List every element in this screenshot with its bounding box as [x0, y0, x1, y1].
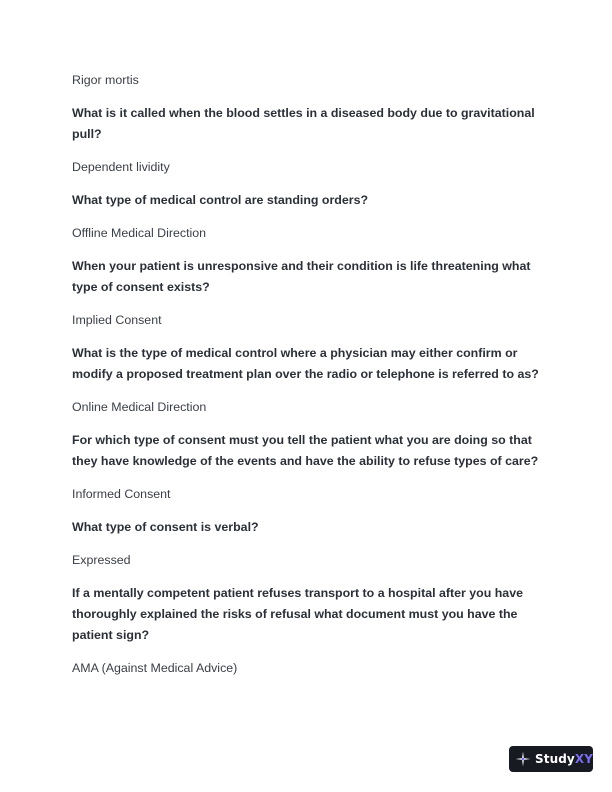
- logo-wordmark: [535, 752, 593, 766]
- logo-text-main: Study: [535, 752, 575, 766]
- question-text: What type of consent is verbal?: [72, 520, 259, 534]
- answer-text: Implied Consent: [72, 313, 162, 327]
- answer-text: Online Medical Direction: [72, 400, 207, 414]
- answer-text: Expressed: [72, 553, 131, 567]
- question-text: When your patient is unresponsive and their condition is life threatening what type of consent exists?: [72, 259, 531, 294]
- answer-text: Rigor mortis: [72, 73, 139, 87]
- question-text: If a mentally competent patient refuses transport to a hospital after you have thoroughly explained the risks of refusal what document must you have the patient sign?: [72, 586, 523, 642]
- answer-text: Offline Medical Direction: [72, 226, 207, 240]
- logo-text-accent: XY: [574, 752, 593, 766]
- answer-text: AMA (Against Medical Advice): [72, 661, 238, 675]
- answer-text: Dependent lividity: [72, 160, 170, 174]
- plus-sparkle-icon: [515, 751, 531, 767]
- question-text: For which type of consent must you tell the patient what you are doing so that they have knowledge of the events and have the ability to refuse types of care?: [72, 433, 539, 468]
- question-text: What type of medical control are standing orders?: [72, 193, 369, 207]
- question-text: What is the type of medical control where a physician may either confirm or modify a proposed treatment plan over the radio or telephone is referred to as?: [72, 346, 539, 381]
- flashcard-list: [72, 70, 542, 691]
- answer-text: Informed Consent: [72, 487, 171, 501]
- question-text: What is it called when the blood settles in a diseased body due to gravitational pull?: [72, 106, 535, 141]
- studyxy-logo[interactable]: [509, 746, 593, 772]
